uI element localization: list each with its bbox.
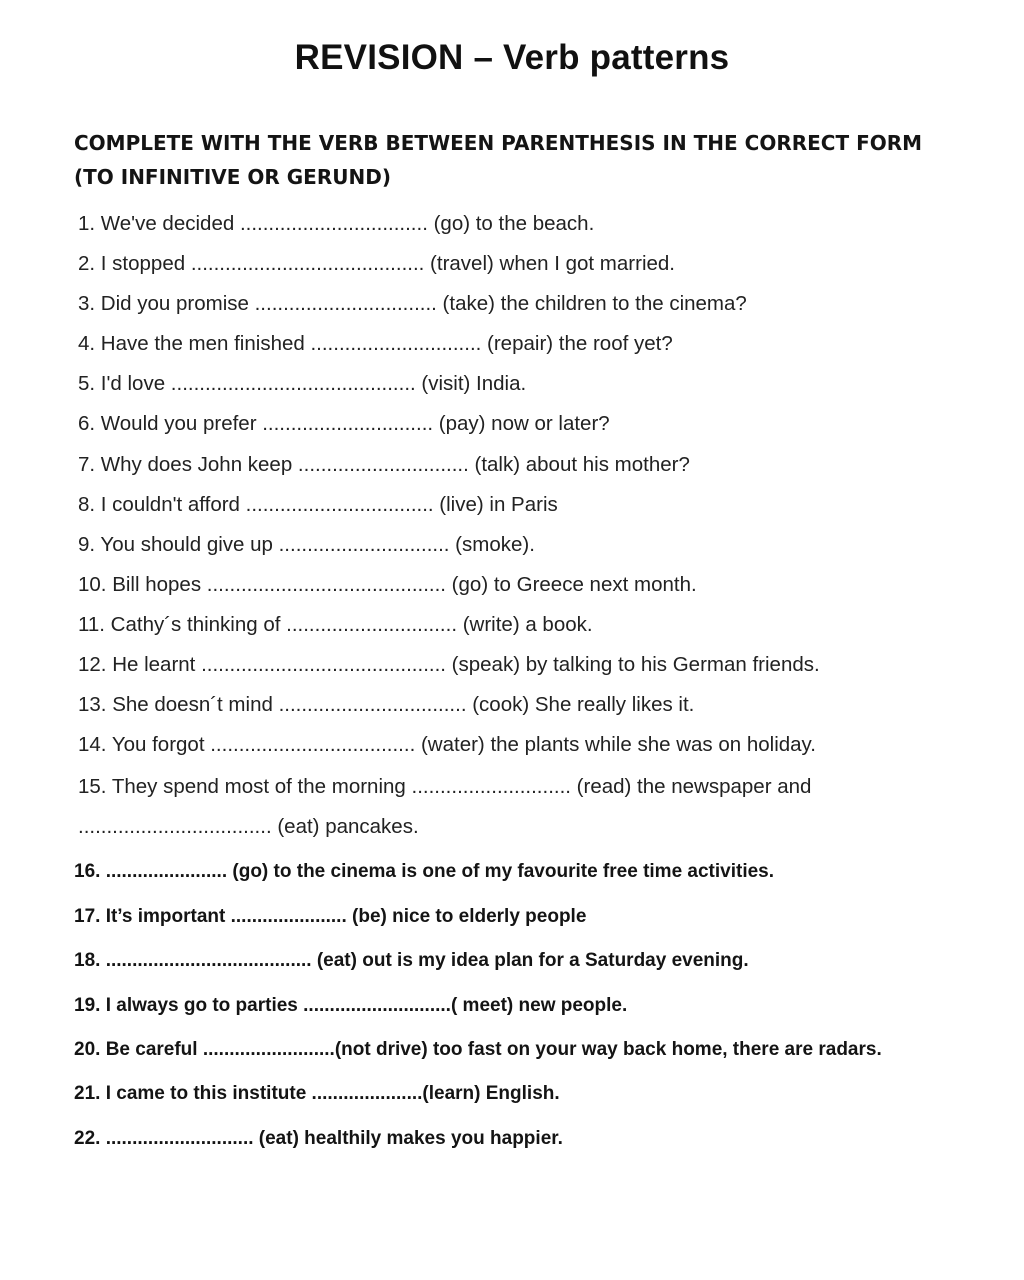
exercise-item-7: 7. Why does John keep .............................. (talk) about his mother? [78,452,690,476]
exercise-item-22: 22. ............................ (eat) healthily makes you happier. [74,1127,563,1149]
exercise-item-2: 2. I stopped ......................................... (travel) when I got married. [78,252,675,276]
exercise-item-14: 14. You forgot .................................... (water) the plants while she was on holiday. [78,733,816,757]
exercise-item-16: 16. ....................... (go) to the cinema is one of my favourite free time activities. [74,861,775,882]
bold-exercise-list [74,858,944,1169]
exercise-item-18: 18. ....................................... (eat) out is my idea plan for a Saturday evening. [74,950,749,971]
exercise-item-17: 17. It’s important ...................... (be) nice to elderly people [74,905,587,927]
exercise-item-21: 21. I came to this institute .....................(learn) English. [74,1083,560,1104]
exercise-item-9: 9. You should give up .............................. (smoke). [78,532,535,556]
exercise-item-20: 20. Be careful .........................(not drive) too fast on your way back home, there are radars. [74,1039,882,1060]
exercise-item-3: 3. Did you promise ................................ (take) the children to the cinema? [78,292,747,316]
exercise-item-13: 13. She doesn´t mind ................................. (cook) She really likes it. [78,693,695,717]
exercise-item-19: 19. I always go to parties ............................( meet) new people. [74,994,628,1016]
exercise-item-5: 5. I'd love ........................................... (visit) India. [78,372,527,396]
exercise-item-11: 11. Cathy´s thinking of .............................. (write) a book. [78,612,593,636]
exercise-item-10: 10. Bill hopes .......................................... (go) to Greece next month. [78,572,697,596]
page-title: REVISION – Verb patterns [294,38,730,77]
exercise-item-12: 12. He learnt ........................................... (speak) by talking to his German friends. [78,653,820,677]
exercise-list [78,206,958,847]
exercise-item-6: 6. Would you prefer .............................. (pay) now or later? [78,412,610,436]
exercise-item-15: 15. They spend most of the morning ............................ (read) the newspaper and .................................. (eat) pancakes. [78,775,812,839]
instructions-heading: COMPLETE WITH THE VERB BETWEEN PARENTHESIS IN THE CORRECT FORM (TO INFINITIVE OR GERUND) [74,131,923,189]
exercise-item-8: 8. I couldn't afford ................................. (live) in Paris [78,492,558,516]
exercise-item-4: 4. Have the men finished .............................. (repair) the roof yet? [78,332,673,356]
exercise-item-1: 1. We've decided ................................. (go) to the beach. [78,212,595,235]
